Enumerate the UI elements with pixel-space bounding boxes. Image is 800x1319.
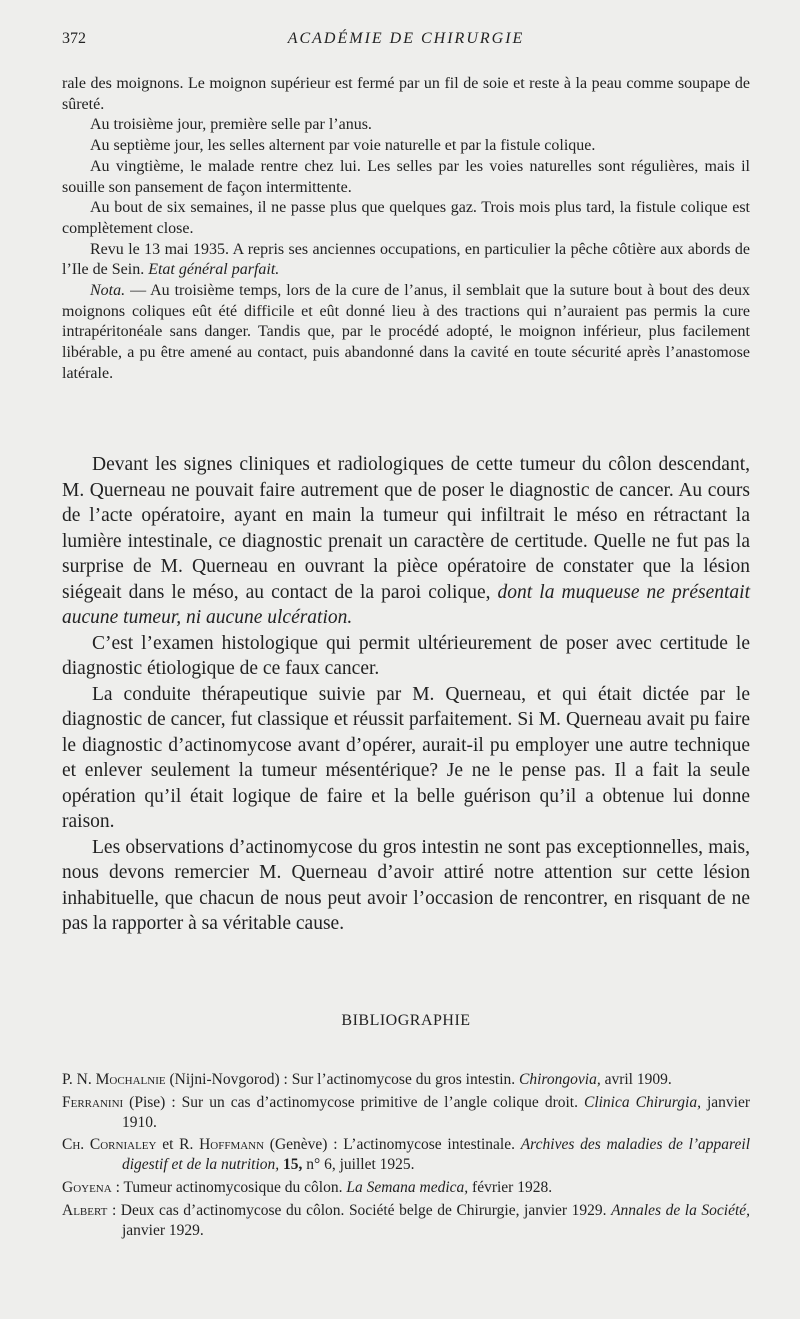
- page-number: 372: [62, 30, 86, 47]
- nota-text: — Au troisième temps, lors de la cure de l’anus, il semblait que la suture bout à bout des deux moignons coliques eût été difficile et eût donné lieu à des tractions qui n’auraient pas permis la cure intrapéritonéale sans danger. Tandis que, par le procédé adopté, le moignon inférieur, plus facilement libérable, a pu être amené au contact, puis abandonné dans la cavité en toute sécurité après l’anastomose latérale.: [62, 282, 750, 382]
- bibliography-entry: [62, 1093, 750, 1133]
- ref-text: : Tumeur actinomycosique du côlon.: [111, 1178, 347, 1196]
- ref-text: : Deux cas d’actinomycose du côlon. Société belge de Chirurgie, janvier 1929.: [107, 1201, 612, 1219]
- case-paragraph: rale des moignons. Le moignon supérieur est fermé par un fil de soie et reste à la peau comme soupape de sûreté.: [62, 75, 750, 113]
- ref-date: avril 1909.: [600, 1071, 672, 1088]
- bibliography-entry: [62, 1070, 750, 1090]
- ref-journal: Archives des maladies de l’appareil digestif et de la nutrition,: [122, 1136, 750, 1174]
- ref-connector: et: [156, 1136, 180, 1154]
- bibliography-entry: [62, 1135, 750, 1175]
- case-report-section: [62, 74, 750, 385]
- ref-author: P. N. Mochalnie: [62, 1071, 166, 1088]
- ref-date: janvier 1929.: [122, 1221, 204, 1239]
- bibliography-entry: [62, 1178, 750, 1198]
- ref-journal: La Semana medica,: [346, 1178, 469, 1196]
- discussion-paragraph-4: Les observations d’actinomycose du gros intestin ne sont pas exceptionnelles, mais, nous devons remercier M. Querneau d’avoir attiré notre attention sur cette lésion inhabituelle, que chacun de nous peut avoir l’occasion de rencontrer, en risquant de ne pas la rapporter à sa véritable cause.: [62, 836, 750, 934]
- revu-paragraph: [62, 240, 750, 281]
- bibliography-entry: [62, 1201, 750, 1241]
- ref-date: janvier 1910.: [122, 1093, 750, 1131]
- ref-date: février 1928.: [468, 1178, 553, 1196]
- case-paragraph: Au septième jour, les selles alternent par voie naturelle et par la fistule colique.: [90, 137, 596, 155]
- ref-author: Ch. Cornialey: [62, 1136, 157, 1154]
- nota-paragraph: [62, 281, 750, 385]
- case-paragraph: Au vingtième, le malade rentre chez lui. Les selles par les voies naturelles sont régulières, mais il souille son pansement de façon intermittente.: [62, 157, 750, 196]
- ref-author-2: R. Hoffmann: [179, 1136, 265, 1154]
- page-header: [62, 30, 750, 54]
- ref-text: (Nijni-Novgorod) : Sur l’actinomycose du gros intestin.: [165, 1071, 520, 1088]
- revu-italic: Etat général parfait.: [148, 261, 280, 279]
- discussion-paragraph-3: La conduite thérapeutique suivie par M. Querneau, et qui était dictée par le diagnostic de cancer, fut classique et réussit parfaitement. Si M. Querneau avait pu faire le diagnostic d’actinomycose avant d’opérer, aurait-il pu employer une autre technique et enlever seulement la tumeur mésentérique? Je ne le pense pas. Il a fait la seule opération qu’il était logique de faire et la belle guérison qu’il a obtenue lui donne raison.: [62, 683, 750, 832]
- ref-journal: Clinica Chirurgia,: [583, 1093, 701, 1111]
- case-paragraph: Au troisième jour, première selle par l’anus.: [90, 116, 372, 134]
- ref-text: (Genève) : L’actinomycose intestinale.: [264, 1136, 521, 1154]
- ref-author: Goyena: [62, 1178, 112, 1196]
- discussion-p1-italic: dont la muqueuse ne présentait aucune tumeur, ni aucune ulcération.: [62, 581, 750, 628]
- ref-author: Albert: [62, 1201, 108, 1219]
- discussion-paragraph-1: [62, 452, 750, 631]
- bibliography-list: [62, 1070, 750, 1243]
- bibliography-title: BIBLIOGRAPHIE: [341, 1012, 471, 1029]
- running-title: ACADÉMIE DE CHIRURGIE: [287, 30, 525, 47]
- case-paragraph: Au bout de six semaines, il ne passe plus que quelques gaz. Trois mois plus tard, la fistule colique est complètement close.: [62, 199, 750, 237]
- ref-volume: 15,: [279, 1156, 303, 1174]
- ref-journal: Chirongovia,: [519, 1071, 601, 1088]
- ref-author: Ferranini: [62, 1093, 124, 1111]
- revu-text: Revu le 13 mai 1935. A repris ses anciennes occupations, en particulier la pêche côtière aux abords de l’Ile de Sein.: [62, 240, 750, 279]
- ref-date: n° 6, juillet 1925.: [302, 1156, 415, 1174]
- discussion-p1-text: Devant les signes cliniques et radiologiques de cette tumeur du côlon descendant, M. Querneau ne pouvait faire autrement que de poser le diagnostic de cancer. Au cours de l’acte opératoire, ayant en main la tumeur qui infiltrait le méso en rétractant la lumière intestinale, ce diagnostic prenait un caractère de certitude. Quelle ne fut pas la surprise de M. Querneau en ouvrant la pièce opératoire de constater que la lésion siégeait dans le méso, au contact de la paroi colique,: [62, 454, 750, 603]
- nota-label: Nota.: [90, 282, 126, 300]
- ref-text: (Pise) : Sur un cas d’actinomycose primitive de l’angle colique droit.: [123, 1093, 584, 1111]
- discussion-paragraph-2: C’est l’examen histologique qui permit ultérieurement de poser avec certitude le diagnostic étiologique de ce faux cancer.: [62, 632, 750, 679]
- ref-journal: Annales de la Société,: [611, 1201, 751, 1219]
- discussion-section: [62, 452, 750, 937]
